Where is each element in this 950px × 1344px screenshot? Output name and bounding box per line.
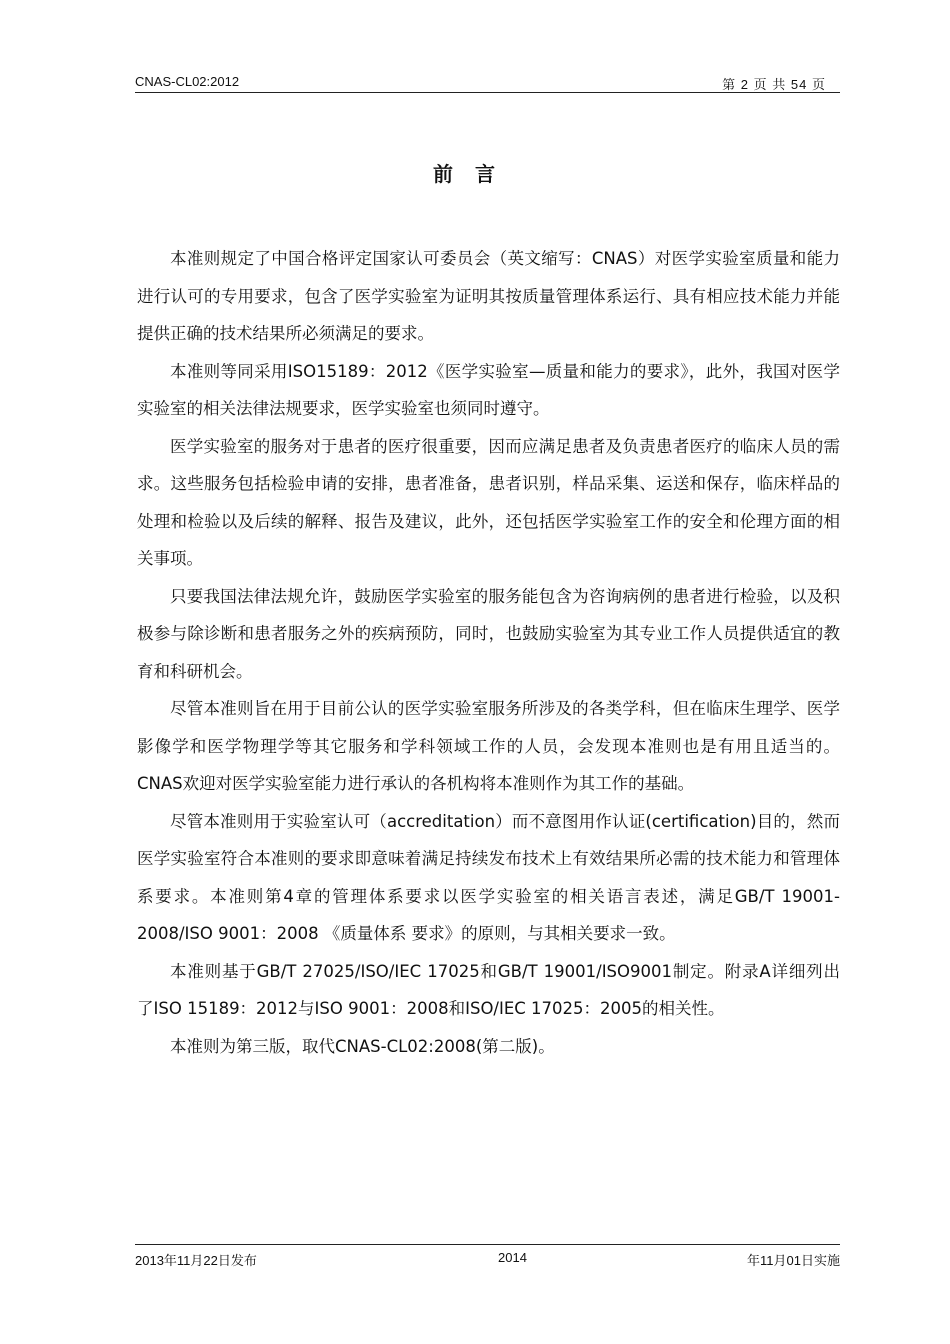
paragraph: 本准则等同采用ISO15189：2012《医学实验室—质量和能力的要求》，此外，我国对医学实验室的相关法律法规要求，医学实验室也须同时遵守。	[137, 361, 840, 418]
paragraph: 本准则基于GB/T 27025/ISO/IEC 17025和GB/T 19001/ISO9001制定。附录A详细列出了ISO 15189：2012与ISO 9001：2008和ISO/IEC 17025：2005的相关性。	[137, 961, 840, 1018]
page-total: 54	[790, 77, 808, 92]
paragraph: 本准则为第三版，取代CNAS-CL02:2008(第二版)。	[170, 1036, 555, 1056]
page-mid: 页 共	[753, 77, 787, 92]
paragraph: 本准则规定了中国合格评定国家认可委员会（英文缩写：CNAS）对医学实验室质量和能力进行认可的专用要求，包含了医学实验室为证明其按质量管理体系运行、具有相应技术能力并能提供正确的技术结果所必须满足的要求。	[137, 249, 840, 343]
page-title: 前言	[433, 162, 517, 186]
page-suffix: 页	[811, 77, 826, 92]
page-footer	[135, 1244, 840, 1269]
paragraph: 医学实验室的服务对于患者的医疗很重要，因而应满足患者及负责患者医疗的临床人员的需求。这些服务包括检验申请的安排，患者准备，患者识别，样品采集、运送和保存，临床样品的处理和检验以及后续的解释、报告及建议，此外，还包括医学实验室工作的安全和伦理方面的相关事项。	[137, 436, 840, 568]
publish-date: 2013年11月22日发布	[135, 1253, 257, 1268]
page-prefix: 第	[722, 77, 737, 92]
implement-date: 年11月01日实施	[747, 1253, 840, 1268]
paragraph: 尽管本准则用于实验室认可（accreditation）而不意图用作认证(certification)目的，然而医学实验室符合本准则的要求即意味着满足持续发布技术上有效结果所必需的技术能力和管理体系要求。本准则第4章的管理体系要求以医学实验室的相关语言表述，满足GB/T 19001-2008/ISO 9001：2008 《质量体系 要求》的原则，与其相关要求一致。	[137, 811, 840, 943]
page-number: 2	[740, 77, 750, 92]
footer-year: 2014	[498, 1250, 527, 1265]
document-code: CNAS-CL02:2012	[135, 74, 240, 89]
paragraph: 只要我国法律法规允许，鼓励医学实验室的服务能包含为咨询病例的患者进行检验，以及积极参与除诊断和患者服务之外的疾病预防，同时，也鼓励实验室为其专业工作人员提供适宜的教育和科研机会。	[137, 586, 840, 681]
page-indicator	[722, 74, 826, 93]
paragraph: 尽管本准则旨在用于目前公认的医学实验室服务所涉及的各类学科，但在临床生理学、医学影像学和医学物理学等其它服务和学科领域工作的人员，会发现本准则也是有用且适当的。CNAS欢迎对医学实验室能力进行承认的各机构将本准则作为其工作的基础。	[137, 699, 840, 793]
page-header	[135, 74, 840, 93]
document-body	[137, 240, 840, 1065]
